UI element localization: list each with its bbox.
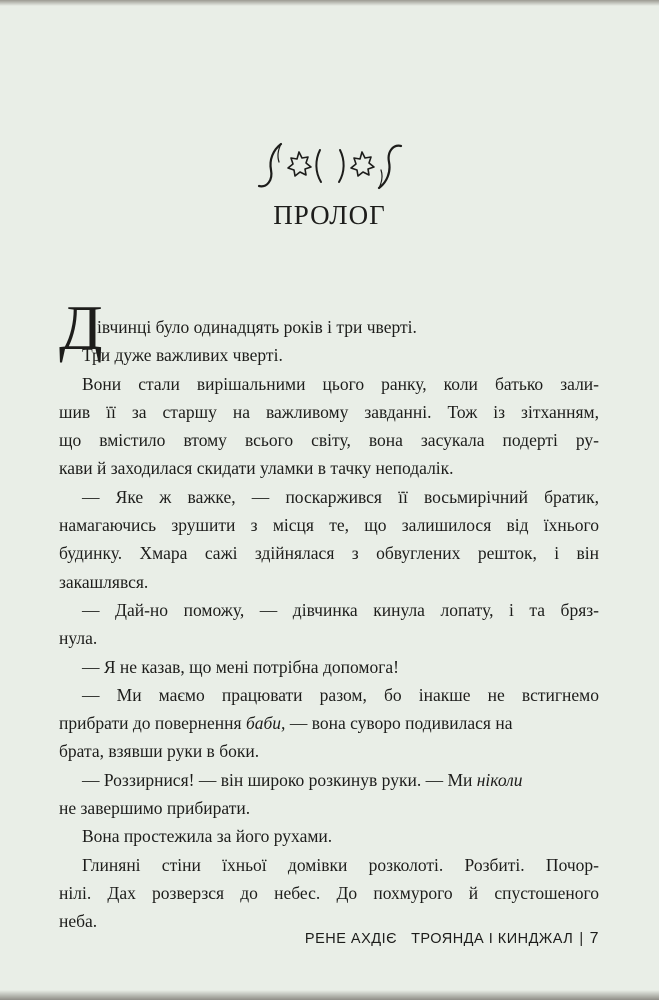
text-line-mixed xyxy=(59,766,599,794)
text-line: нілі. Дах розверзся до небес. До похмурого й спустошеного xyxy=(59,882,599,903)
text-line: кави й заходилася скидати уламки в тачку неподалік. xyxy=(59,458,454,479)
footer-separator: | xyxy=(579,931,584,947)
italic-word: ніколи xyxy=(476,769,523,790)
text-line: Глиняні стіни їхньої домівки розколоті. Розбиті. Почор- xyxy=(82,854,599,875)
text-line: брата, взявши руки в боки. xyxy=(59,741,260,762)
drop-cap-letter: Д xyxy=(59,292,103,363)
page-bottom-edge xyxy=(0,990,659,1000)
text-line: — Ми маємо працювати разом, бо інакше не встигнемо xyxy=(82,684,599,705)
footer-book-title: ТРОЯНДА І КИНДЖАЛ xyxy=(411,931,574,947)
text-segment: прибрати до повернення xyxy=(59,713,246,734)
page-footer xyxy=(0,930,599,948)
text-line: що вмістило втому всього світу, вона засукала подерті ру- xyxy=(59,430,599,451)
text-line: неба. xyxy=(59,911,98,932)
star-and-swirl-ornament-icon xyxy=(255,136,405,196)
text-line: Вони стали вирішальними цього ранку, коли батько зали- xyxy=(82,373,599,394)
text-line: будинку. Хмара сажі здійнялася з обвуглених решток, і він xyxy=(59,543,599,564)
page-top-edge xyxy=(0,0,659,6)
text-segment: — вона суворо подивилася на xyxy=(285,713,513,734)
text-line: — Я не казав, що мені потрібна допомога! xyxy=(82,656,399,677)
text-line: не завершимо прибирати. xyxy=(59,798,251,819)
text-line: намагаючись зрушити з місця те, що залишилося від їхнього xyxy=(59,515,599,536)
text-line: — Яке ж важке, — поскаржився її восьмирічний братик, xyxy=(82,486,599,507)
text-line-mixed xyxy=(59,709,599,737)
text-line: шив її за старшу на важливому завданні. Тож із зітханням, xyxy=(59,401,599,422)
page-number: 7 xyxy=(589,930,599,947)
italic-word: баби, xyxy=(245,713,286,734)
text-line: — Дай-но поможу, — дівчинка кинула лопату, і та бряз- xyxy=(82,599,599,620)
text-line: Вона простежила за його рухами. xyxy=(82,826,333,847)
text-line: Три дуже важливих чверті. xyxy=(82,345,283,366)
text-segment: — Роззирнися! — він широко розкинув руки. — Ми xyxy=(82,769,477,790)
chapter-title: ПРОЛОГ xyxy=(273,200,386,230)
text-line: закашлявся. xyxy=(59,571,149,592)
footer-author: РЕНЕ АХДІЄ xyxy=(304,931,398,947)
text-line: нула. xyxy=(59,628,98,649)
text-line: івчинці було одинадцять років і три чверті. xyxy=(97,317,417,337)
body-text xyxy=(59,313,599,936)
